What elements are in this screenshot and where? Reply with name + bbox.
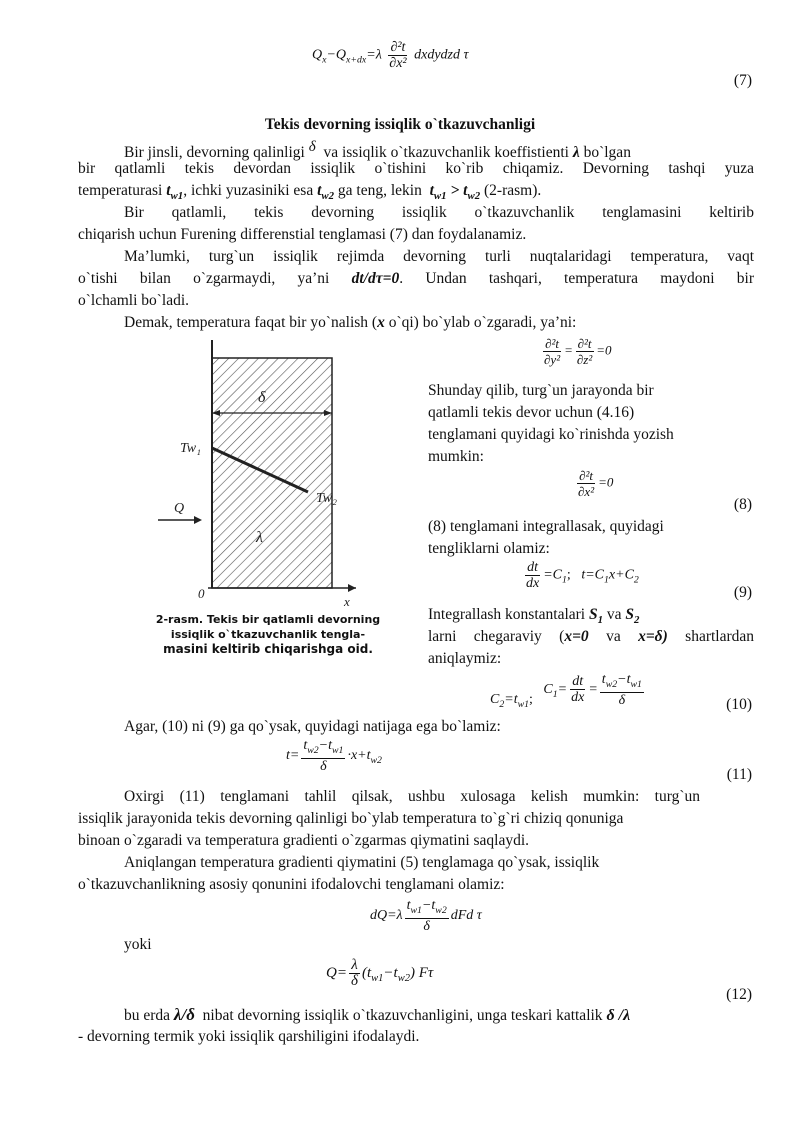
wall-diagram — [118, 330, 418, 610]
wall-hatched-region — [212, 358, 332, 588]
side1-line3: tenglamani quyidagi ko`rinishda yozish — [428, 426, 674, 443]
eq11-frac — [301, 738, 345, 774]
eqyz-n2: ∂²t — [577, 336, 592, 351]
p1-l3d: (2-rasm). — [484, 182, 542, 199]
eq10-c2: C — [490, 692, 500, 708]
fig-x-label: x — [344, 594, 350, 609]
eq9-rhs: =C — [543, 567, 563, 583]
eq9-den: dx — [526, 576, 540, 591]
eq10-c1sub: 1 — [552, 688, 558, 700]
eq10-num2m: −t — [617, 672, 631, 687]
eqdq-num — [405, 898, 449, 919]
fig-origin-label: 0 — [198, 586, 205, 601]
eq10-left — [490, 692, 533, 710]
x-axis-arrow — [348, 584, 356, 592]
eq11-na: t — [303, 738, 308, 753]
eq10-c2sub: 2 — [499, 698, 505, 710]
eq9-rsub: 1 — [562, 574, 567, 586]
eq12-number: (12) — [726, 986, 752, 1003]
eq12-m: −t — [383, 964, 398, 981]
side3-line3: aniqlaymiz: — [428, 650, 502, 667]
heat-flow-arrowhead — [194, 516, 202, 524]
p6-line2: issiqlik jarayonida tekis devorning qalinligi bo`ylab temperatura to`g`ri chiziq qonuniga — [78, 810, 624, 827]
eq9-tail: x+C — [608, 567, 634, 583]
eq10-number: (10) — [726, 696, 752, 713]
eq7-fraction — [387, 40, 408, 71]
eq10-num2bsub: w1 — [630, 678, 642, 690]
eq10-semi: ; — [529, 692, 533, 708]
side3-s1-sub: 1 — [597, 614, 604, 627]
equation-9 — [522, 560, 639, 591]
eq10-frac2 — [600, 672, 644, 708]
eqyz-n1: ∂²t — [545, 336, 560, 351]
eq12-mid: (t — [361, 964, 372, 981]
yoki-text: yoki — [124, 936, 152, 953]
figure-caption — [138, 612, 398, 657]
eq7-q: Q — [312, 47, 323, 63]
p1-tw1 — [166, 182, 184, 203]
p8-ld: λ/δ — [173, 1005, 195, 1024]
eqdq-na: t — [406, 898, 411, 913]
side3-a: Integrallash konstantalari — [428, 606, 586, 623]
eqdq-nasub: w1 — [410, 904, 422, 916]
eq11-tail: ·x+t — [347, 748, 371, 764]
eq9-frac — [524, 560, 541, 591]
eq11-nbsub: w1 — [332, 744, 344, 756]
p1-delta: δ — [308, 139, 316, 155]
eqdq-tail: dFd τ — [450, 908, 482, 924]
eq7-number: (7) — [733, 72, 752, 89]
eq12-den: δ — [350, 973, 358, 989]
equation-7 — [312, 40, 469, 71]
p1-l3b: , ichki yuzasiniki esa — [183, 182, 314, 199]
p1-tw2-sub: w2 — [321, 190, 335, 203]
eq10-den: dx — [571, 690, 585, 706]
eqyz-frac1 — [542, 336, 562, 367]
p1-cmp-right — [463, 182, 481, 203]
p3-l2a: o`tishi bilan o`zgarmaydi, ya’ni — [78, 270, 330, 287]
eq10-frac1 — [569, 674, 586, 705]
p3-line1: Ma’lumki, turg`un issiqlik rejimda devorning turli nuqtalaridagi temperatura, vaqt — [124, 248, 754, 265]
eq8-den: ∂x² — [578, 484, 595, 499]
eqdq-den: δ — [423, 918, 430, 934]
equation-12 — [326, 958, 433, 989]
eq10-num2a: t — [601, 672, 606, 687]
eq9-number: (9) — [733, 584, 752, 601]
side3-s2 — [625, 606, 640, 627]
caption-line3: masini keltirib chiqarishga oid. — [163, 642, 373, 656]
eq12-s2: w2 — [397, 972, 410, 984]
eq10-den2: δ — [618, 692, 626, 708]
eq11-den: δ — [320, 758, 327, 774]
side3-l2a: larni chegaraviy ( — [428, 628, 565, 645]
eq8-number: (8) — [733, 496, 752, 513]
eqyz-frac2 — [575, 336, 594, 367]
eqdq-lhs: dQ=λ — [370, 908, 403, 924]
side1-line2: qatlamli tekis devor uchun (4.16) — [428, 404, 635, 421]
eq8-rhs: =0 — [598, 474, 614, 490]
eq11-lhs: t= — [286, 748, 300, 764]
eq7-den: ∂x² — [389, 56, 407, 71]
eq11-nm: −t — [318, 738, 333, 753]
eq7-num: ∂²t — [390, 40, 406, 55]
p1-cmp-t1-sub: w1 — [433, 190, 447, 203]
side3-x0: x=0 — [564, 628, 589, 645]
fig-q-label: Q — [174, 501, 185, 516]
side2-line2: tengliklarni olamiz: — [428, 540, 550, 557]
eq12-lhs: Q= — [326, 964, 347, 981]
p1-cmp-t1: t — [429, 182, 434, 199]
eq8-frac — [576, 468, 596, 499]
eqdq-frac — [405, 898, 449, 934]
fig-tw1-label: Tw₁ — [180, 441, 201, 456]
p4-x: x — [377, 314, 385, 331]
p1-l3c: ga teng, lekin — [337, 182, 422, 199]
section-heading: Tekis devorning issiqlik o`tkazuvchanligi — [264, 116, 536, 133]
eq7-sub2: x+dx — [346, 54, 367, 66]
eq10-num: dt — [572, 674, 584, 690]
p8-dl: δ /λ — [606, 1007, 631, 1024]
equation-10 — [490, 672, 646, 710]
eqyz-d1: ∂y² — [544, 352, 561, 367]
side1-line4: mumkin: — [428, 448, 484, 465]
p1-cmp-t2: t — [463, 182, 468, 199]
eqyz-rhs: =0 — [596, 342, 612, 358]
p2-line1: Bir qatlamli, tekis devorning issiqlik o`tkazuvchanlik tenglamasini keltirib — [124, 204, 754, 221]
eq7-sub1: x — [322, 54, 327, 66]
eq9-tsub2: 2 — [633, 574, 639, 586]
side2-line1: (8) tenglamani integrallasak, quyidagi — [428, 518, 664, 535]
eq10-num2asub: w2 — [605, 678, 618, 690]
eq12-s1: w1 — [371, 972, 384, 984]
eq10-tsub: w1 — [517, 698, 530, 710]
p8-line2: - devorning termik yoki issiqlik qarshiligini ifodalaydi. — [78, 1028, 420, 1045]
side-text-1 — [428, 380, 758, 468]
eq10-eq: = — [557, 682, 568, 698]
fig-tw2-label: Tw₂ — [316, 491, 337, 506]
p1-cmp-t2-sub: w2 — [467, 190, 481, 203]
eq11-nasub: w2 — [307, 744, 319, 756]
p1-tw1-sub: w1 — [170, 190, 184, 203]
p4-a: Demak, temperatura faqat bir yo`nalish ( — [124, 314, 378, 331]
p3-l2c: . Undan tashqari, temperatura maydoni bir — [399, 270, 755, 287]
p3-l2b: dt/dτ=0 — [351, 270, 400, 287]
eq8-num: ∂²t — [579, 468, 594, 483]
side3-line2 — [428, 626, 754, 648]
p1-l3a: temperaturasi — [78, 182, 163, 199]
side3-s2-sub: 2 — [634, 614, 640, 627]
p1-lambda: λ — [572, 144, 580, 162]
eq12-frac — [349, 958, 360, 989]
side3-xd: x=δ) — [638, 628, 668, 645]
side1-line1: Shunday qilib, turg`un jarayonda bir — [428, 382, 654, 399]
p1-text-b: va issiqlik o`tkazuvchanlik koeffistienti — [323, 144, 569, 162]
p7-line2: o`tkazuvchanlikning asosiy qonunini ifodalovchi tenglamani olamiz: — [78, 876, 505, 893]
side3-s1-s: S — [588, 606, 598, 623]
eq11-num — [301, 738, 345, 759]
eq9-tsub: 1 — [604, 574, 609, 586]
eqyz-d2: ∂z² — [576, 352, 593, 367]
p3-line2 — [78, 268, 754, 290]
side-text-2 — [428, 516, 758, 560]
eqdq-nm: −t — [421, 898, 436, 913]
eq10-num2 — [600, 672, 644, 693]
p8-a: bu erda — [124, 1007, 171, 1024]
p1-cmp-left — [429, 182, 447, 203]
eq11-tailsub: w2 — [370, 754, 382, 766]
p1-text-c: bo`lgan — [583, 144, 631, 162]
equation-8 — [574, 468, 613, 499]
side3-s2-s: S — [625, 606, 635, 623]
eqdq-nbsub: w2 — [435, 904, 447, 916]
eq11-number: (11) — [726, 766, 752, 783]
figure-2 — [118, 330, 418, 670]
eq7-minus: −Q — [326, 47, 347, 63]
eq9-num: dt — [527, 560, 539, 575]
fig-lambda-label: λ — [256, 529, 263, 546]
eq9-t: t=C — [581, 567, 604, 583]
eq10-eqt: =t — [504, 692, 518, 708]
eq7-tail: dxdydzd τ — [414, 47, 469, 63]
side3-l2b: shartlardan — [685, 628, 755, 645]
fig-delta-label: δ — [258, 389, 266, 406]
p1-tw1-t: t — [166, 182, 171, 199]
p1-tw2-t: t — [317, 182, 322, 199]
eq9-semi: ; — [566, 567, 571, 583]
eq12-num: λ — [351, 957, 358, 973]
side3-l2va: va — [606, 628, 621, 645]
equation-11 — [286, 738, 382, 774]
p6-line1: Oxirgi (11) tenglamani tahlil qilsak, ushbu xulosaga kelish mumkin: turg`un — [124, 788, 700, 805]
eq10-c1: C — [543, 682, 553, 698]
p2-line2: chiqarish uchun Furening differenstial tenglamasi (7) dan foydalanamiz. — [78, 226, 527, 243]
p3-line3: o`lchamli bo`ladi. — [78, 292, 190, 309]
p6-line3: binoan o`zgaradi va temperatura gradienti o`zgarmas qiymatini saqlaydi. — [78, 832, 530, 849]
caption-line2: issiqlik o`tkazuvchanlik tengla- — [170, 628, 366, 641]
p4-b: o`qi) bo`ylab o`zgaradi, ya’ni: — [384, 314, 577, 331]
p7-line1: Aniqlangan temperatura gradienti qiymatini (5) tenglamaga qo`ysak, issiqlik — [124, 854, 600, 871]
equation-yz: $\frac{\text{∂²t}}{\text{∂y²}}$ = $\frac{\text{∂²t}}{\text{∂z²}}$ =0 — [544, 336, 612, 367]
p1-cmp: > — [450, 182, 460, 199]
eq7-eq: =λ — [366, 47, 382, 63]
p5-line: Agar, (10) ni (9) ga qo`ysak, quyidagi natijaga ega bo`lamiz: — [124, 718, 501, 735]
side3-va: va — [606, 606, 622, 623]
eq10-eq2: = — [588, 682, 598, 698]
caption-line1: 2-rasm. Tekis bir qatlamli devorning — [155, 613, 381, 626]
p1-line2: bir qatlamli tekis devordan issiqlik o`tishini ko`rib chiqamiz. Devorning tashqi yuza — [78, 160, 754, 177]
p1-tw2 — [317, 182, 335, 203]
side3-s1 — [588, 606, 604, 627]
p1-text-a: Bir jinsli, devorning qalinligi — [124, 144, 305, 162]
eq12-tail: ) Fτ — [409, 964, 434, 981]
p8-b: nibat devorning issiqlik o`tkazuvchanligini, unga teskari kattalik — [202, 1007, 603, 1024]
p8-line1 — [124, 1004, 764, 1027]
equation-dq — [370, 898, 482, 934]
